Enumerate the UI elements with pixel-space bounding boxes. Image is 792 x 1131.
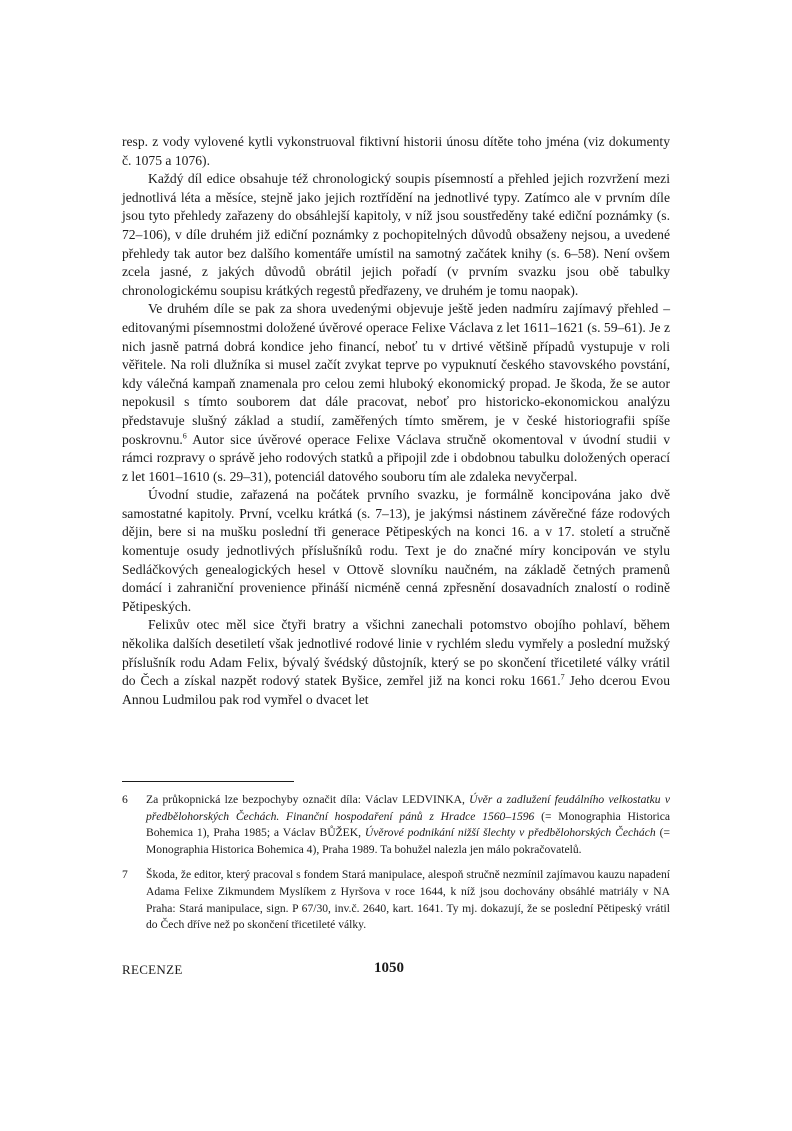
footnote-6 [122, 792, 670, 858]
body-text [122, 133, 670, 709]
paragraph-5-continuation: Jeho dcerou Evou Annou Ludmilou pak rod vymřel o dvacet let [122, 673, 670, 707]
footnotes [122, 792, 670, 943]
footnote-text-part: (= Monographia Historica Bohemica 1), Praha 1985; a Václav BŮŽEK, [146, 809, 670, 840]
running-footer-section: RECENZE [122, 962, 183, 977]
footnote-number: 6 [122, 793, 128, 806]
footnote-title-italic: Úvěr a zadlužení feudálního velkostatku v předbělohorských Čechách. Finanční hospodaření pánů z Hradce 1560–1596 [146, 793, 670, 823]
footnote-7 [122, 867, 670, 933]
paragraph-4: Úvodní studie, zařazená na počátek prvního svazku, je formálně koncipována jako dvě samostatné kapitoly. První, vcelku krátká (s. 7–13), je jakýmsi nástinem závěrečné fáze rodových dějin, bere si na mušku poslední tři generace Pětipeských na konci 16. a v 17. století a stručně komentuje osudy jednotlivých příslušníků rodu. Text je do značné míry koncipován ve stylu Sedláčkových genealogických hesel v Ottově slovníku naučném, na základě četných pramenů domácí i zahraniční provenience přináší nicméně cenná zpřesnění dosavadních znalostí o rodině Pětipeských. [122, 487, 670, 614]
footnote-text-part: Za průkopnická lze bezpochyby označit díla: Václav LEDVINKA, [146, 793, 470, 806]
footnote-text-part: (= Monographia Historica Bohemica 4), Praha 1989. Ta bohužel nalezla jen málo pokračovatelů. [146, 826, 670, 856]
paragraph-5 [122, 616, 670, 709]
paragraph-3-text: Ve druhém díle se pak za shora uvedenými objevuje ještě jeden nadmíru zajímavý přehled – editovanými písemnostmi doložené úvěrové operace Felixe Václava z let 1611–1621 (s. 59–61). Je z nich jasně patrná dobrá kondice jeho financí, neboť tu v drtivé většině případů vystupuje v roli věřitele. Na roli dlužníka si musel začít zvykat teprve po vypuknutí českého stavovského povstání, kdy válečná kampaň znamenala pro celou zemi hluboký ekonomický propad. Je škoda, že se autor nepokusil s tímto souborem dat dále pracovat, neboť pro historicko-ekonomickou analýzu představuje slušný základ a studií, zaměřených tímto směrem, je v české historiografii spíše poskrovnu. [122, 301, 670, 447]
footnote-text: Škoda, že editor, který pracoval s fondem Stará manipulace, alespoň stručně nezmínil zajímavou kauzu napadení Adama Felixe Zikmundem Myslíkem z Hyršova v roce 1644, k níž jsou dochovány obsáhlé matriály v NA Praha: Stará manipulace, sign. P 67/30, inv.č. 2640, kart. 1641. Ty mj. dokazují, že se poslední Pětipeský vrátil do Čech dříve než po skončení třicetileté války. [146, 868, 670, 932]
footnote-text [146, 792, 670, 858]
paragraph-2: Každý díl edice obsahuje též chronologický soupis písemností a přehled jejich rozvržení mezi jednotlivá léta a měsíce, stejně jako jejich roztřídění na jednotlivé typy. Zatímco ale v prvním díle jsou tyto přehledy zařazeny do obsáhlejší kapitoly, v níž jsou soustředěny také ediční poznámky (s. 72–106), v díle druhém již ediční poznámky z pochopitelných důvodů obsaženy nejsou, a uvedené přehledy tak autor bez dalšího komentáře umístil na samotný začátek knihy (s. 6–58). Není ovšem zcela jasné, z jakých důvodů obrátil jejich pořadí (v prvním svazku jsou obě tabulky chronologickému soupisu krátkých regestů předřazeny, ve druhém je tomu naopak). [122, 171, 670, 298]
footnote-divider [122, 781, 294, 782]
paragraph-3-continuation: Autor sice úvěrové operace Felixe Václava stručně okomentoval v úvodní studii v rámci rozpravy o správě jeho rodových statků a připojil zde i obdobnou tabulku doložených operací z let 1601–1610 (s. 29–31), potenciál datového souboru tím ale zdaleka nevyčerpal. [122, 431, 670, 484]
footnote-ref-7[interactable]: 7 [560, 672, 565, 682]
footnote-title-italic: Úvěrové podnikání nižší šlechty v předbělohorských Čechách [364, 826, 656, 840]
page-number: 1050 [374, 960, 404, 976]
paragraph-5-text: Felixův otec měl sice čtyři bratry a všichni zanechali potomstvo obojího pohlaví, během několika dalších desetiletí však jednotlivé rodové linie v rychlém sledu vymřely a poslední mužský příslušník rodu Adam Felix, bývalý švédský důstojník, který se po skončení třicetileté války vrátil do Čech a získal nazpět rodový statek Byšice, zemřel již na konci roku 1661. [122, 617, 670, 689]
paragraph-3 [122, 300, 670, 486]
footnote-ref-6[interactable]: 6 [182, 430, 187, 440]
footnote-number: 7 [122, 868, 128, 882]
paragraph-1: resp. z vody vylovené kytli vykonstruoval fiktivní historii únosu dítěte toho jména (viz dokumenty č. 1075 a 1076). [122, 134, 670, 168]
